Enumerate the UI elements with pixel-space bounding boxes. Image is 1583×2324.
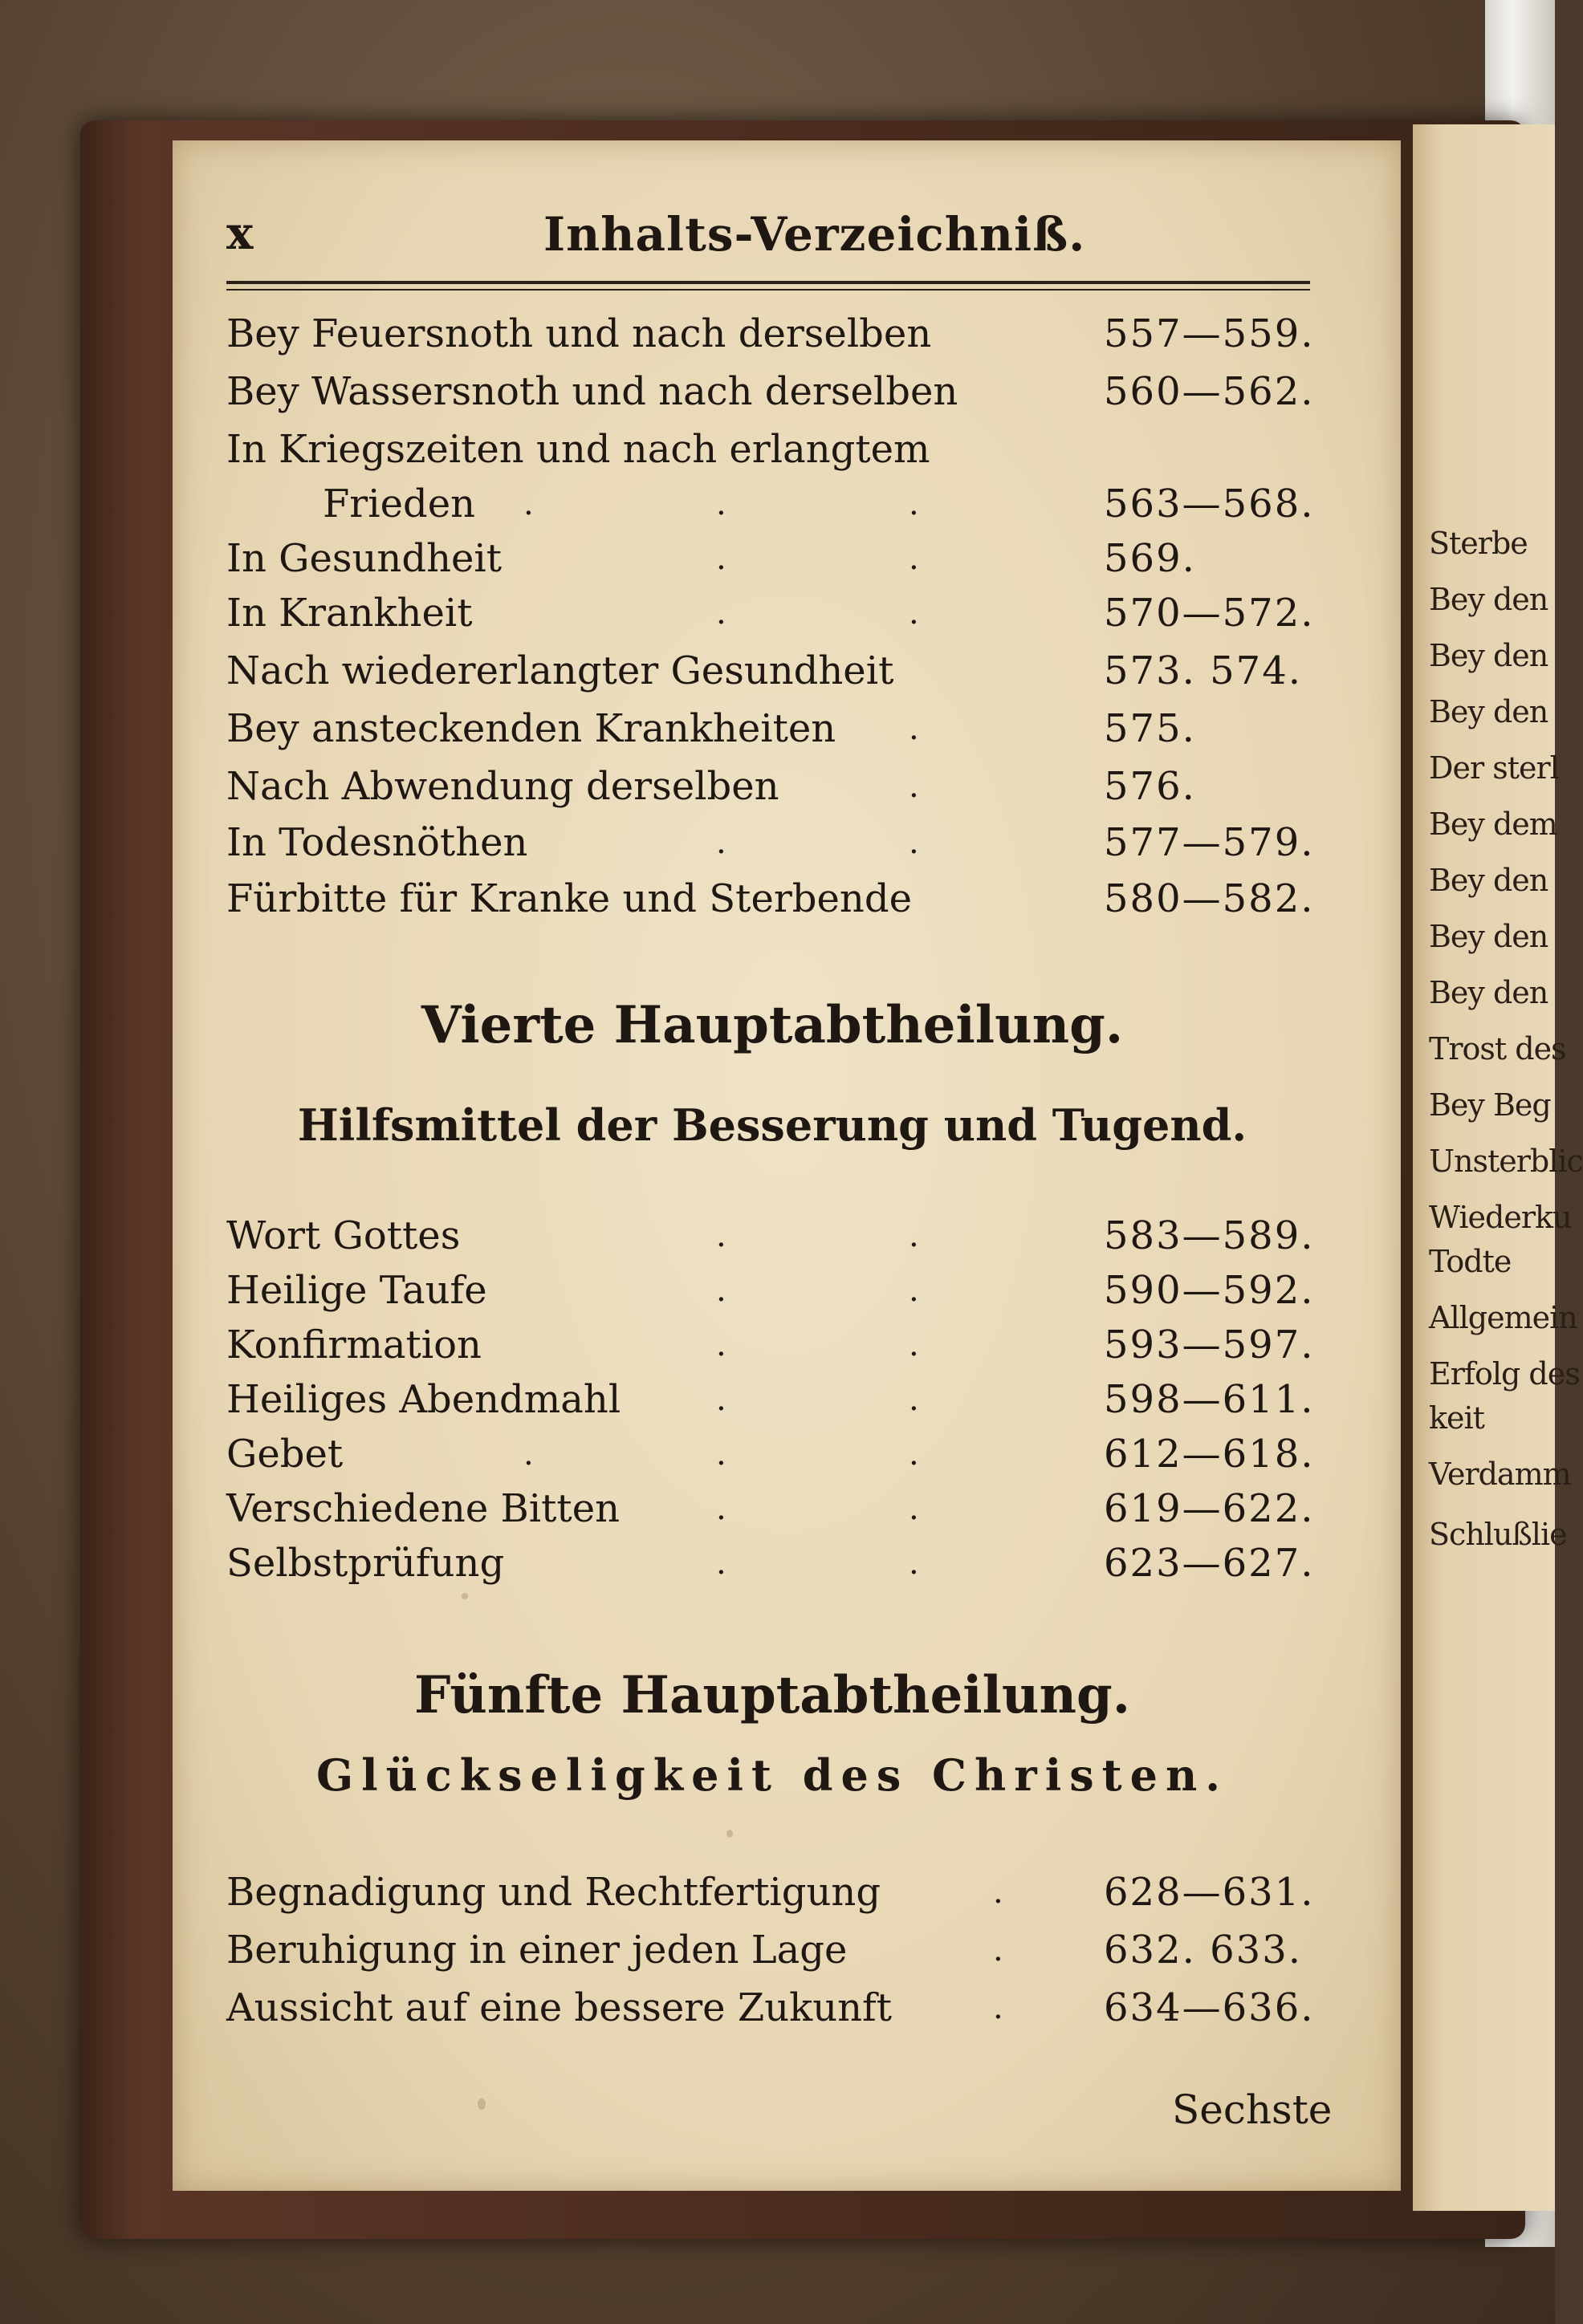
ink-spot — [726, 1830, 733, 1838]
toc-entry — [226, 762, 1318, 811]
leader-dot: . — [909, 1545, 919, 1582]
leader-dot: . — [716, 1327, 726, 1363]
toc-entry — [226, 705, 1318, 753]
adjacent-fragment: keit — [1429, 1400, 1484, 1436]
entry-title: Frieden — [323, 481, 476, 526]
leader-dot: . — [716, 1272, 726, 1309]
entry-pages: 634—636. — [1104, 1985, 1315, 2030]
leader-dot: . — [716, 486, 726, 522]
adjacent-fragment: Allgemein — [1429, 1300, 1577, 1335]
leader-dot: . — [716, 824, 726, 861]
entry-pages: 623—627. — [1104, 1541, 1315, 1586]
leader-dot: . — [909, 824, 919, 861]
running-title: Inhalts-Verzeichniß. — [543, 207, 1086, 262]
adjacent-fragment: Verdamm — [1429, 1457, 1571, 1492]
toc-entry — [226, 1430, 1318, 1478]
toc-entry — [226, 368, 1318, 416]
entry-title: Fürbitte für Kranke und Sterbende — [226, 876, 912, 921]
section-subheading: Glückseligkeit des Christen. — [315, 1749, 1229, 1801]
leader-dot: . — [716, 595, 726, 632]
entry-title: Wort Gottes — [226, 1213, 461, 1258]
entry-pages: 573. 574. — [1104, 648, 1303, 693]
adjacent-fragment: Sterbe — [1429, 526, 1528, 561]
adjacent-fragment: Wiederku — [1429, 1200, 1572, 1235]
entry-title: Beruhigung in einer jeden Lage — [226, 1928, 848, 1973]
leader-dot: . — [909, 540, 919, 577]
adjacent-fragment: Bey den — [1429, 694, 1548, 729]
adjacent-fragment: Bey dem — [1429, 806, 1557, 842]
adjacent-fragment: Bey den — [1429, 919, 1548, 954]
page-number: x — [226, 207, 254, 260]
section-subheading: Hilfsmittel der Besserung und Tugend. — [297, 1099, 1247, 1151]
toc-entry — [226, 480, 1318, 528]
entry-title: Heilige Taufe — [226, 1268, 487, 1313]
entry-title: In Gesundheit — [226, 536, 503, 581]
toc-entry — [226, 589, 1318, 637]
entry-pages: 563—568. — [1104, 481, 1315, 526]
entry-pages: 570—572. — [1104, 591, 1315, 636]
leader-dot: . — [909, 710, 919, 747]
leader-dot: . — [716, 1545, 726, 1582]
toc-entry — [226, 647, 1318, 695]
toc-entry — [226, 1868, 1318, 1916]
toc-entry — [226, 875, 1318, 923]
toc-entry — [226, 1485, 1318, 1533]
adjacent-fragment: Bey Beg — [1429, 1087, 1551, 1123]
header-rule — [226, 281, 1310, 290]
adjacent-fragment: Der sterl — [1429, 750, 1559, 786]
adjacent-fragment: Bey den — [1429, 582, 1548, 617]
toc-entry — [226, 310, 1318, 358]
entry-pages: 598—611. — [1104, 1377, 1315, 1422]
ink-spot — [462, 1593, 468, 1599]
leader-dot: . — [909, 1272, 919, 1309]
adjacent-fragment: Trost des — [1429, 1031, 1566, 1067]
entry-title: In Kriegszeiten und nach erlangtem — [226, 427, 930, 472]
adjacent-fragment: Unsterblic — [1429, 1144, 1583, 1179]
toc-entry — [226, 1539, 1318, 1587]
leader-dot: . — [909, 1490, 919, 1527]
entry-pages: 590—592. — [1104, 1268, 1315, 1313]
entry-pages: 577—579. — [1104, 820, 1315, 865]
leader-dot: . — [909, 1381, 919, 1418]
adjacent-fragment: Schlußlie — [1429, 1517, 1567, 1552]
section-heading: Vierte Hauptabtheilung. — [421, 995, 1124, 1055]
toc-entry — [226, 819, 1318, 867]
entry-title: Nach Abwendung derselben — [226, 764, 779, 809]
leader-dot: . — [993, 1874, 1003, 1911]
entry-title: Bey Feuersnoth und nach derselben — [226, 311, 932, 356]
page-header — [226, 207, 1310, 271]
toc-entry — [226, 425, 1318, 473]
entry-pages: 583—589. — [1104, 1213, 1315, 1258]
entry-pages: 575. — [1104, 706, 1196, 751]
ink-spot — [478, 2099, 486, 2110]
entry-title: Aussicht auf eine bessere Zukunft — [226, 1985, 893, 2030]
entry-title: Gebet — [226, 1432, 344, 1477]
toc-entry — [226, 1375, 1318, 1424]
adjacent-fragment: Erfolg des — [1429, 1356, 1580, 1392]
entry-pages: 619—622. — [1104, 1486, 1315, 1531]
adjacent-fragment: Bey den — [1429, 863, 1548, 898]
toc-entry — [226, 534, 1318, 583]
toc-entry — [226, 1321, 1318, 1369]
leader-dot: . — [716, 1490, 726, 1527]
leader-dot: . — [716, 1381, 726, 1418]
leader-dot: . — [993, 1989, 1003, 2026]
entry-pages: 560—562. — [1104, 369, 1315, 414]
entry-pages: 612—618. — [1104, 1432, 1315, 1477]
adjacent-fragment: Bey den — [1429, 638, 1548, 673]
entry-title: Verschiedene Bitten — [226, 1486, 621, 1531]
leader-dot: . — [909, 486, 919, 522]
entry-title: In Krankheit — [226, 591, 473, 636]
toc-entry — [226, 1984, 1318, 2032]
leader-dot: . — [716, 1436, 726, 1473]
leader-dot: . — [993, 1932, 1003, 1968]
entry-pages: 580—582. — [1104, 876, 1315, 921]
leader-dot: . — [716, 1217, 726, 1254]
leader-dot: . — [909, 1436, 919, 1473]
entry-pages: 632. 633. — [1104, 1928, 1303, 1973]
entry-pages: 557—559. — [1104, 311, 1315, 356]
entry-title: Nach wiedererlangter Gesundheit — [226, 648, 894, 693]
catchword: Sechste — [1172, 2086, 1333, 2133]
entry-pages: 628—631. — [1104, 1870, 1315, 1915]
adjacent-page — [1413, 124, 1583, 2211]
entry-title: Bey Wassersnoth und nach derselben — [226, 369, 958, 414]
entry-title: In Todesnöthen — [226, 820, 528, 865]
entry-pages: 593—597. — [1104, 1322, 1315, 1367]
entry-pages: 576. — [1104, 764, 1196, 809]
adjacent-fragment: Bey den — [1429, 975, 1548, 1010]
entry-title: Heiliges Abendmahl — [226, 1377, 621, 1422]
leader-dot: . — [909, 595, 919, 632]
entry-pages: 569. — [1104, 536, 1196, 581]
entry-title: Selbstprüfung — [226, 1541, 505, 1586]
entry-title: Begnadigung und Rechtfertigung — [226, 1870, 881, 1915]
leader-dot: . — [716, 540, 726, 577]
leader-dot: . — [909, 1327, 919, 1363]
leader-dot: . — [909, 1217, 919, 1254]
adjacent-fragment: Todte — [1429, 1244, 1512, 1279]
leader-dot: . — [909, 768, 919, 805]
leader-dot: . — [523, 1436, 534, 1473]
toc-entry — [226, 1266, 1318, 1314]
toc-entry — [226, 1926, 1318, 1974]
entry-title: Bey ansteckenden Krankheiten — [226, 706, 836, 751]
leader-dot: . — [523, 486, 534, 522]
entry-title: Konfirmation — [226, 1322, 482, 1367]
section-heading: Fünfte Hauptabtheilung. — [414, 1665, 1130, 1725]
toc-entry — [226, 1212, 1318, 1260]
